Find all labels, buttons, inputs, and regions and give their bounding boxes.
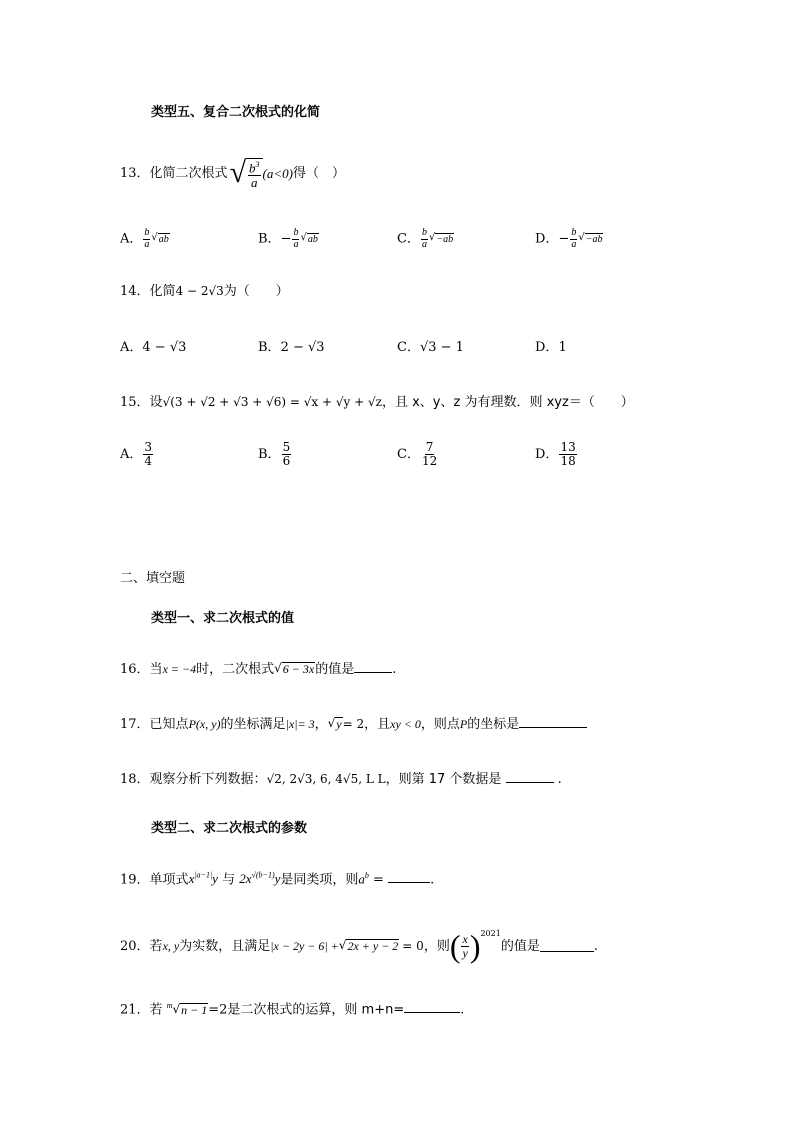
q15-option-d[interactable]: D． $\frac{13}{18}$ [535,440,576,468]
question-20: 20． 若 x, y 为实数，且满足 |x − 2y − 6| + √ 2x + y − 2 = 0 ，则 ( $\frac{x}{y}$ ) $^{2021}$ 的值是 . [120,928,598,964]
question-13 [120,158,345,190]
q15-option-b[interactable]: B． $\frac{5}{6}$ [258,440,291,468]
q15-option-a[interactable]: A． $\frac{3}{4}$ [120,440,153,468]
answer-blank[interactable] [388,872,430,883]
question-19: 19．单项式$x^{|a-1|}y$ 与 $2x^{√(b-1)}y$是同类项，则$a^b$ = . [120,871,435,888]
q14-option-b[interactable]: B．2 − √3 [258,340,325,355]
radical-expression: √ $\frac{b^3}{a}$ [230,158,263,190]
section-heading-type5: 类型五、复合二次根式的化简 [151,105,321,120]
question-14: 14．化简4 − 2√3为（ ） [120,284,289,299]
condition: (a<0) [262,166,293,182]
q14-option-d[interactable]: D．1 [535,340,567,355]
section-heading-type1: 类型一、求二次根式的值 [151,611,295,626]
equation: √(3 + √2 + √3 + √6) = √x + √y + √z [162,395,382,409]
question-number: 15． [120,395,150,410]
q13-option-a[interactable]: A． $\frac{b}{a}$ √ ab [120,227,169,250]
answer-blank[interactable] [519,717,587,728]
question-17: 17．已知点P(x, y)的坐标满足|x|= 3， √ y = 2，且xy < 0，则点P的坐标是 [120,717,587,732]
q14-option-a[interactable]: A．4 − √3 [120,340,187,355]
q13-option-c[interactable]: C． $\frac{b}{a}$ √ −ab [397,227,454,250]
question-text-end: 得（ ） [292,166,345,182]
answer-blank[interactable] [506,772,554,783]
question-number: 14． [120,284,150,299]
question-text: 化简二次根式 [149,166,228,182]
answer-blank[interactable] [404,1002,460,1013]
section-heading-type2: 类型二、求二次根式的参数 [151,821,308,836]
question-16: 16．当x = −4时，二次根式 √ 6 − 3x 的值是 . [120,661,397,677]
question-15: 15．设√(3 + √2 + √3 + √6) = √x + √y + √z，且 x、y、z 为有理数．则 xyz＝（ ） [120,395,634,410]
q15-option-c[interactable]: C． $\frac{7}{12}$ [397,440,438,468]
question-number: 13． [120,166,150,182]
section-heading-part2: 二、填空题 [120,571,186,586]
q13-option-b[interactable]: B．− $\frac{b}{a}$ √ ab [258,227,318,250]
q14-option-c[interactable]: C．√3 − 1 [397,340,464,355]
question-21: 21．若 $^m$ √ n − 1 =2是二次根式的运算，则 m+n= . [120,1001,465,1018]
radical-expression: 4 − 2√3 [175,284,224,298]
q13-option-d[interactable]: D．− $\frac{b}{a}$ √ −ab [535,227,603,250]
answer-blank[interactable] [354,662,392,673]
question-18: 18．观察分析下列数据：√2, 2√3, 6, 4√5, L L，则第 17 个数据是 . [120,772,562,787]
answer-blank[interactable] [540,941,594,952]
